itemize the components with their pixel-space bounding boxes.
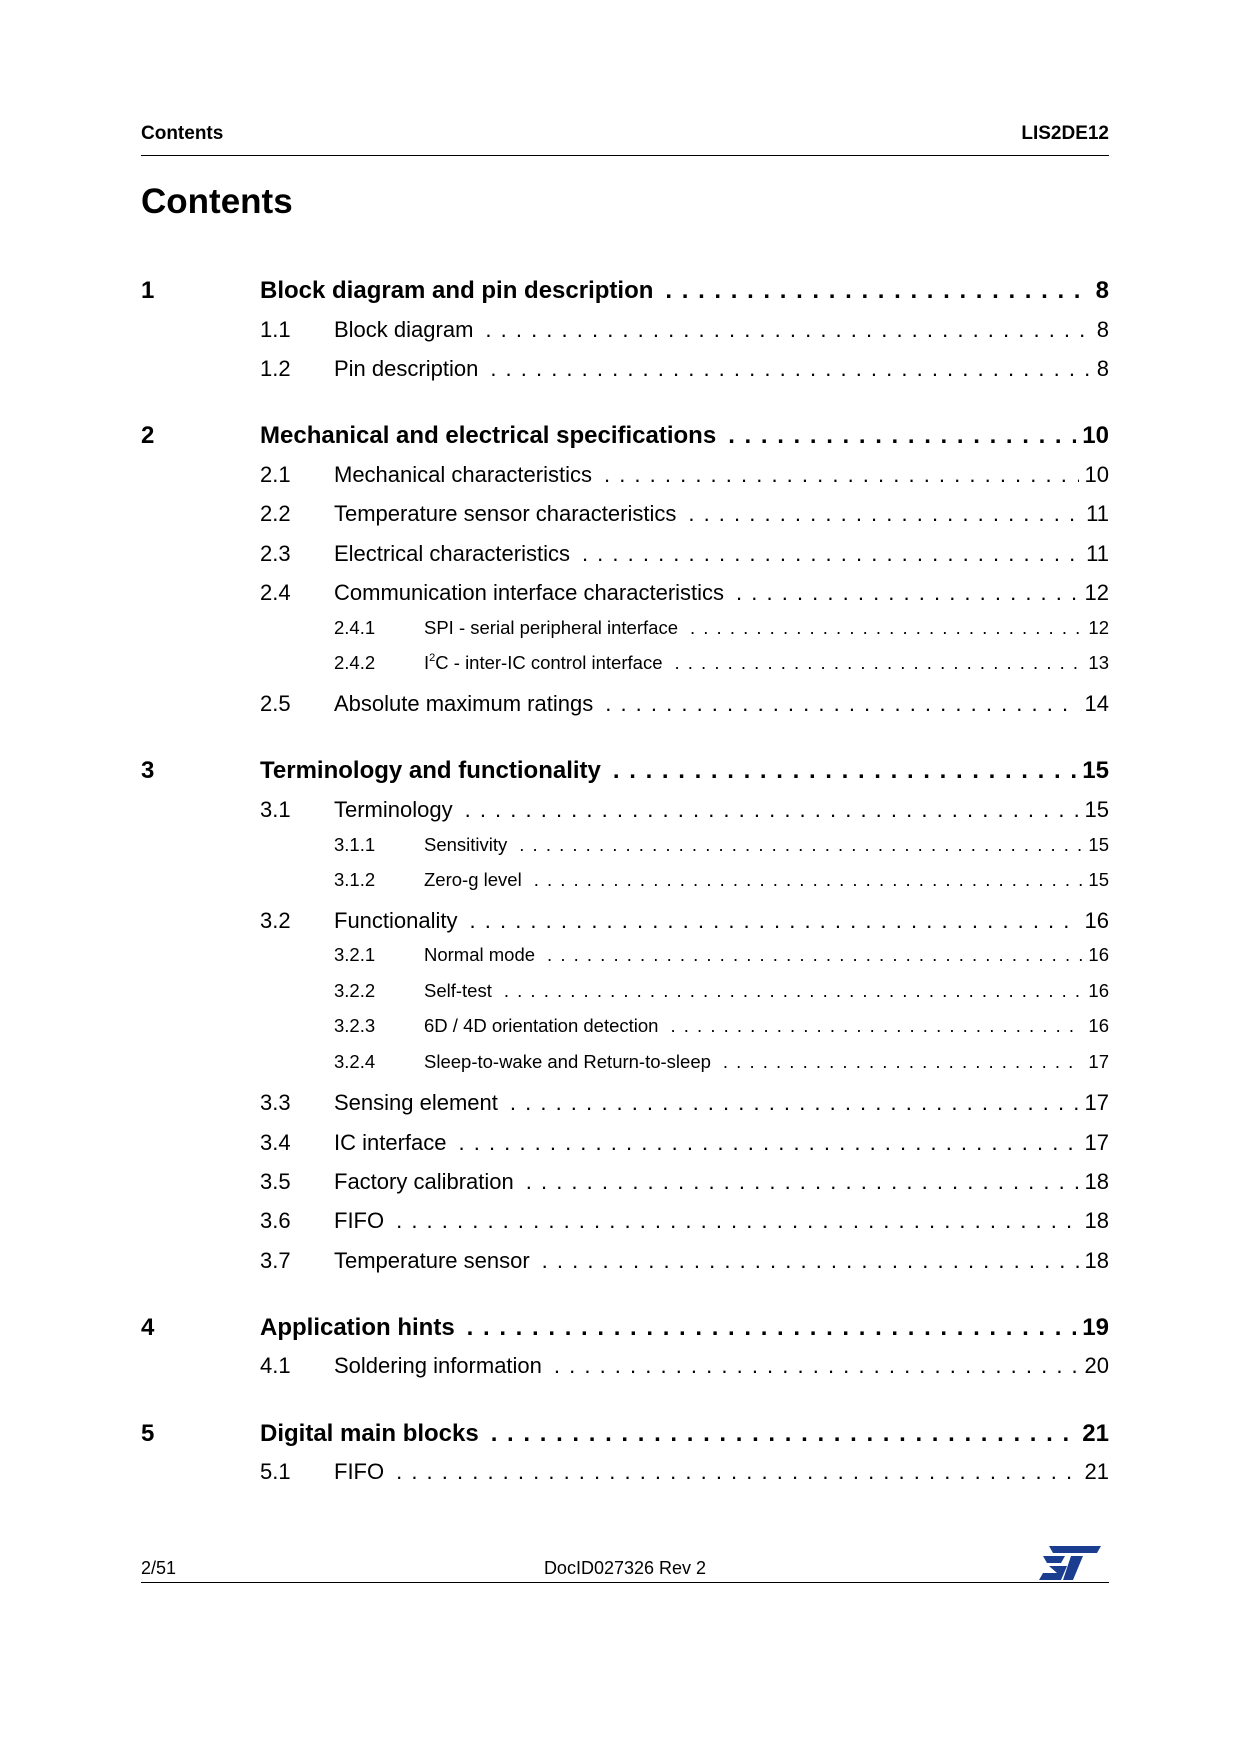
toc-entry-number: 3.3: [260, 1090, 291, 1115]
toc-entry-page[interactable]: 20: [1084, 1353, 1109, 1378]
toc-dot-leader: [490, 356, 1090, 382]
toc-entry-number: 2.1: [260, 462, 291, 487]
toc-entry[interactable]: [141, 1090, 1109, 1116]
header-section-label: Contents: [141, 123, 224, 144]
toc-entry-number: 3.2.4: [334, 1051, 376, 1072]
toc-entry-number: 2: [141, 422, 155, 449]
toc-dot-leader: [467, 1314, 1077, 1342]
page-footer: [141, 1554, 1109, 1583]
toc-entry-number: 2.4: [260, 580, 291, 605]
toc-entry-page[interactable]: 16: [1088, 944, 1109, 965]
toc-entry-page[interactable]: 8: [1096, 317, 1109, 342]
toc-entry-number: 3.2.1: [334, 944, 376, 965]
toc-dot-leader: [613, 757, 1076, 785]
toc-entry-title[interactable]: Sleep-to-wake and Return-to-sleep: [424, 1051, 711, 1072]
toc-entry[interactable]: [141, 652, 1109, 674]
toc-entry-title[interactable]: Terminology: [334, 797, 453, 822]
toc-entry-page[interactable]: 17: [1088, 1051, 1109, 1072]
toc-entry-number: 1: [141, 277, 155, 304]
toc-dot-leader: [728, 422, 1076, 450]
toc-dot-leader: [605, 691, 1078, 717]
toc-entry[interactable]: [141, 1051, 1109, 1073]
page-title: Contents: [141, 182, 293, 221]
toc-entry[interactable]: [141, 1130, 1109, 1156]
st-logo-icon: [1039, 1546, 1101, 1580]
toc-entry[interactable]: [141, 541, 1109, 567]
toc-entry-number: 2.4.2: [334, 652, 376, 673]
toc-entry-title[interactable]: FIFO: [334, 1459, 385, 1484]
toc-dot-leader: [519, 834, 1082, 856]
toc-dot-leader: [510, 1090, 1079, 1116]
toc-entry-title[interactable]: [424, 652, 662, 674]
toc-entry-page[interactable]: 11: [1086, 501, 1109, 526]
toc-entry-title[interactable]: Mechanical characteristics: [334, 462, 592, 487]
toc-entry-title[interactable]: 6D / 4D orientation detection: [424, 1015, 659, 1036]
toc-entry-number: 4: [141, 1314, 155, 1341]
toc-entry-number: 3.5: [260, 1169, 291, 1194]
toc-dot-leader: [670, 1015, 1082, 1037]
toc-entry-number: 3.1.2: [334, 869, 376, 890]
toc-entry-title[interactable]: Factory calibration: [334, 1169, 514, 1194]
toc-entry-title[interactable]: Block diagram: [334, 317, 474, 342]
toc-entry-page[interactable]: 14: [1084, 691, 1109, 716]
toc-entry-title[interactable]: Sensitivity: [424, 834, 508, 855]
toc-entry-title[interactable]: Normal mode: [424, 944, 536, 965]
toc-dot-leader: [396, 1208, 1078, 1234]
toc-dot-leader: [526, 1169, 1079, 1195]
toc-entry-number: 3.2.3: [334, 1015, 376, 1036]
toc-entry[interactable]: [141, 1208, 1109, 1234]
toc-dot-leader: [690, 617, 1082, 639]
toc-entry-title-superscript: 2: [429, 652, 436, 664]
page-header: [141, 121, 1109, 156]
toc-entry[interactable]: [141, 908, 1109, 934]
toc-entry-page[interactable]: 11: [1086, 541, 1109, 566]
toc-entry[interactable]: [141, 1015, 1109, 1037]
toc-dot-leader: [723, 1051, 1083, 1073]
toc-entry-title-prefix: I: [424, 652, 430, 673]
toc-entry-title[interactable]: IC interface: [334, 1130, 447, 1155]
toc-entry-title[interactable]: Self-test: [424, 980, 492, 1001]
toc-entry[interactable]: [141, 617, 1109, 639]
toc-entry-title[interactable]: Sensing element: [334, 1090, 498, 1115]
toc-entry[interactable]: [141, 691, 1109, 717]
toc-entry-title[interactable]: Temperature sensor: [334, 1248, 530, 1273]
toc-entry[interactable]: [141, 501, 1109, 527]
toc-entry-number: 2.4.1: [334, 617, 376, 638]
toc-entry-page[interactable]: 15: [1084, 797, 1109, 822]
toc-entry-title[interactable]: Pin description: [334, 356, 479, 381]
toc-entry[interactable]: [141, 869, 1109, 891]
toc-entry-number: 3.2: [260, 908, 291, 933]
toc-dot-leader: [542, 1248, 1079, 1274]
toc-dot-leader: [604, 462, 1079, 488]
footer-doc-id: DocID027326 Rev 2: [543, 1558, 707, 1578]
toc-entry-title[interactable]: FIFO: [334, 1208, 385, 1233]
toc-entry[interactable]: [141, 980, 1109, 1002]
toc-entry-number: 5.1: [260, 1459, 291, 1484]
toc-entry-title-text: C - inter-IC control interface: [435, 652, 663, 673]
toc-entry-page[interactable]: 10: [1084, 462, 1109, 487]
toc-dot-leader: [554, 1353, 1079, 1379]
toc-dot-leader: [534, 869, 1083, 891]
toc-entry-page[interactable]: 13: [1088, 652, 1109, 673]
toc-dot-leader: [491, 1420, 1077, 1448]
toc-entry-title[interactable]: Temperature sensor characteristics: [334, 501, 677, 526]
toc-entry[interactable]: [141, 1314, 1109, 1342]
toc-entry-page[interactable]: 19: [1082, 1314, 1109, 1341]
toc-entry[interactable]: [141, 1248, 1109, 1274]
toc-dot-leader: [459, 1130, 1079, 1156]
toc-entry-page[interactable]: 18: [1084, 1208, 1109, 1233]
toc-entry-title[interactable]: Absolute maximum ratings: [334, 691, 594, 716]
toc-entry[interactable]: [141, 797, 1109, 823]
header-product-name: LIS2DE12: [1021, 123, 1109, 144]
toc-dot-leader: [736, 580, 1078, 606]
toc-entry-page[interactable]: 8: [1095, 277, 1109, 304]
toc-entry[interactable]: [141, 422, 1109, 450]
toc-entry-page[interactable]: 18: [1084, 1248, 1109, 1273]
toc-entry-title[interactable]: Digital main blocks: [260, 1420, 479, 1447]
toc-entry-title[interactable]: Functionality: [334, 908, 458, 933]
toc-entry[interactable]: [141, 277, 1109, 305]
toc-entry[interactable]: [141, 1420, 1109, 1448]
toc-entry-title[interactable]: Mechanical and electrical specifications: [260, 422, 717, 449]
toc-dot-leader: [547, 944, 1082, 966]
toc-entry[interactable]: [141, 834, 1109, 856]
toc-entry-page[interactable]: 15: [1088, 869, 1109, 890]
toc-dot-leader: [485, 317, 1090, 343]
toc-entry-page[interactable]: 15: [1082, 757, 1109, 784]
toc-entry[interactable]: [141, 356, 1109, 382]
toc-entry-page[interactable]: 21: [1082, 1420, 1109, 1447]
toc-entry-title[interactable]: Zero-g level: [424, 869, 522, 890]
toc-entry[interactable]: [141, 944, 1109, 966]
toc-entry-page[interactable]: 17: [1084, 1130, 1109, 1155]
toc-entry-page[interactable]: 21: [1084, 1459, 1109, 1484]
toc-entry[interactable]: [141, 1459, 1109, 1485]
toc-entry-number: 4.1: [260, 1353, 291, 1378]
toc-entry[interactable]: [141, 1353, 1109, 1379]
toc-entry[interactable]: [141, 757, 1109, 785]
toc-entry[interactable]: [141, 580, 1109, 606]
toc-entry[interactable]: [141, 462, 1109, 488]
toc-entry-page[interactable]: 16: [1088, 1015, 1109, 1036]
toc-entry-number: 3.1: [260, 797, 291, 822]
toc-entry-page[interactable]: 8: [1096, 356, 1109, 381]
toc-entry-page[interactable]: 18: [1084, 1169, 1109, 1194]
toc-dot-leader: [396, 1459, 1078, 1485]
toc-entry[interactable]: [141, 317, 1109, 343]
footer-page-number: 2/51: [141, 1558, 177, 1578]
toc-entry-number: 3.1.1: [334, 834, 376, 855]
toc-entry-number: 3.4: [260, 1130, 291, 1155]
toc-entry-number: 1.1: [260, 317, 291, 342]
toc-entry-page[interactable]: 17: [1084, 1090, 1109, 1115]
toc-entry-number: 5: [141, 1420, 155, 1447]
toc-entry-number: 3.7: [260, 1248, 291, 1273]
toc-entry-page[interactable]: 12: [1084, 580, 1109, 605]
toc-entry-title[interactable]: Communication interface characteristics: [334, 580, 725, 605]
toc-entry-number: 2.3: [260, 541, 291, 566]
toc-entry-title[interactable]: Block diagram and pin description: [260, 277, 654, 304]
toc-entry-title[interactable]: SPI - serial peripheral interface: [424, 617, 678, 638]
toc-entry-title[interactable]: Application hints: [260, 1314, 455, 1341]
toc-entry-title[interactable]: Soldering information: [334, 1353, 542, 1378]
toc-dot-leader: [504, 980, 1083, 1002]
toc-dot-leader: [674, 652, 1082, 674]
toc-entry-number: 3.6: [260, 1208, 291, 1233]
toc-entry-number: 3: [141, 757, 155, 784]
toc-dot-leader: [688, 501, 1080, 527]
toc-entry-page[interactable]: 15: [1088, 834, 1109, 855]
toc-entry-page[interactable]: 16: [1084, 908, 1109, 933]
toc-dot-leader: [465, 797, 1079, 823]
toc-entry-page[interactable]: 16: [1088, 980, 1109, 1001]
toc-entry-number: 2.2: [260, 501, 291, 526]
toc-entry[interactable]: [141, 1169, 1109, 1195]
toc-dot-leader: [470, 908, 1079, 934]
toc-dot-leader: [582, 541, 1080, 567]
toc-entry-number: 2.5: [260, 691, 291, 716]
toc-entry-number: 3.2.2: [334, 980, 376, 1001]
toc-entry-title[interactable]: Terminology and functionality: [260, 757, 601, 784]
toc-entry-number: 1.2: [260, 356, 291, 381]
toc-entry-page[interactable]: 10: [1082, 422, 1109, 449]
toc-entry-page[interactable]: 12: [1088, 617, 1109, 638]
toc-entry-title[interactable]: Electrical characteristics: [334, 541, 570, 566]
toc-dot-leader: [665, 277, 1089, 305]
